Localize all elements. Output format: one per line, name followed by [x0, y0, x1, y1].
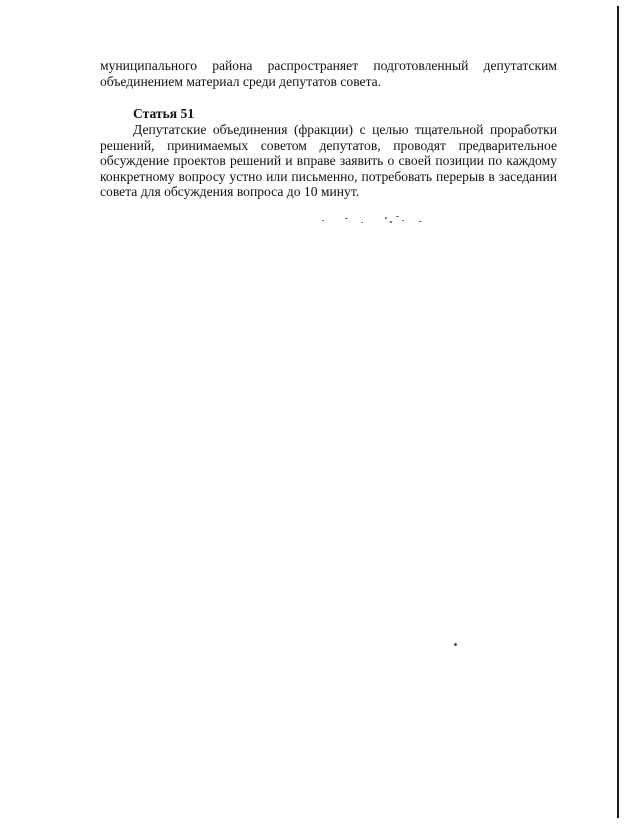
scan-edge-line — [617, 6, 619, 818]
article-heading: Статья 51 — [133, 106, 195, 121]
article-paragraph: Депутатские объединения (фракции) с целью тщательной проработки решений, принимаемых советом депутатов, проводят предварительное обсуждение проектов решений и вправе заявить о своей позиции по каждому конкретному вопросу устно или письменно, потребовать перерыв в заседании совета для обсуждения вопроса до 10 минут. — [100, 122, 557, 200]
paragraph-continuation: муниципального района распространяет подготовленный депутатским объединением материал среди депутатов совета. — [100, 58, 557, 89]
